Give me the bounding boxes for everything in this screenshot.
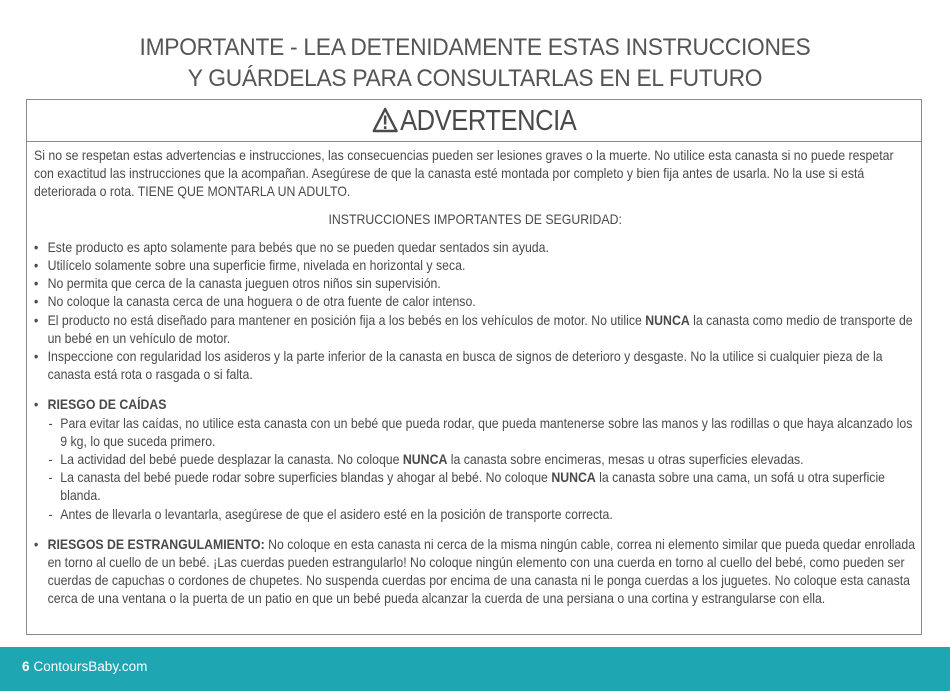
bullet-item: • Inspeccione con regularidad los asideros y la parte inferior de la canasta en busca de signos de deterioro y desgaste. No la utilice si cualquier pieza de la canasta está rota o rasgada o si falta.	[34, 348, 916, 384]
footer-site: ContoursBaby.com	[33, 659, 148, 674]
emphasis-nunca: NUNCA	[551, 470, 596, 486]
fall-risk-title: • RIESGO DE CAÍDAS	[34, 396, 916, 414]
footer-bar	[0, 647, 950, 691]
bullet-item: • No permita que cerca de la canasta jueguen otros niños sin supervisión.	[34, 275, 916, 293]
warning-triangle-icon	[372, 103, 398, 145]
dash-text: La canasta del bebé puede rodar sobre superficies blandas y ahogar al bebé. No coloque	[60, 470, 552, 486]
emphasis-nunca: NUNCA	[402, 452, 448, 468]
dash-item: - Antes de llevarla o levantarla, asegúrese de que el asidero esté en la posición de transporte correcta.	[34, 506, 916, 524]
dash-text: la canasta sobre encimeras, mesas u otras superficies elevadas.	[447, 452, 804, 468]
dash-item	[34, 469, 916, 505]
strangulation-title: RIESGOS DE ESTRANGULAMIENTO:	[47, 536, 265, 552]
warning-intro: Si no se respetan estas advertencias e instrucciones, las consecuencias pueden ser lesiones graves o la muerte. No utilice esta canasta si no puede respetar con exactitud las instrucciones que la acompañan. Asegúrese de que la canasta esté montada por completo y bien fija antes de usarla. No la use si está deteriorada o rota. TIENE QUE MONTARLA UN ADULTO.	[34, 148, 894, 200]
strangulation-text: No coloque en esta canasta ni cerca de la misma ningún cable, correa ni elemento similar que pueda quedar enrollada en torno al cuello de un bebé. ¡Las cuerdas pueden estrangularlo! No coloque ningún elemento con una cuerda en torno al cuello del bebé, como pueden ser cuerdas de capuchas o cordones de chupetes. No suspenda cuerdas por encima de una canasta ni le ponga cuerdas a los juguetes. No coloque esta canasta cerca de una ventana o la puerta de un patio en que un bebé pueda alcanzar la cuerda de una persiana o una cortina y estrangularse con ella.	[47, 536, 916, 607]
dash-item	[34, 451, 916, 469]
warning-content	[34, 147, 919, 609]
bullet-item: • Este producto es apto solamente para bebés que no se pueden quedar sentados sin ayuda.	[34, 239, 916, 257]
warning-heading: ADVERTENCIA	[399, 105, 577, 137]
dash-text: la canasta sobre una cama, un sofá u otra superficie blanda.	[60, 470, 886, 504]
warning-header	[27, 100, 921, 142]
fall-risk-section	[34, 396, 916, 523]
strangulation-section	[34, 536, 916, 609]
safety-subheading: INSTRUCCIONES IMPORTANTES DE SEGURIDAD:	[328, 211, 622, 227]
bullet-item	[34, 312, 916, 348]
page-number: 6	[22, 659, 30, 674]
title-line-1: IMPORTANTE - LEA DETENIDAMENTE ESTAS INSTRUCCIONES	[139, 34, 811, 61]
emphasis-nunca: NUNCA	[645, 312, 690, 328]
page-title	[33, 32, 917, 94]
title-line-2: Y GUÁRDELAS PARA CONSULTARLAS EN EL FUTURO	[187, 65, 763, 92]
dash-text: La actividad del bebé puede desplazar la canasta. No coloque	[60, 452, 403, 468]
dash-item: - Para evitar las caídas, no utilice esta canasta con un bebé que pueda rodar, que pueda mantenerse sobre las manos y las rodillas o que haya alcanzado los 9 kg, lo que suceda primero.	[34, 415, 916, 451]
bullet-text: la canasta como medio de transporte de un bebé en un vehículo de motor.	[47, 312, 913, 346]
bullet-item: • Utilícelo solamente sobre una superficie firme, nivelada en horizontal y seca.	[34, 257, 916, 275]
warning-box	[26, 99, 922, 635]
safety-bullet-list	[34, 239, 916, 385]
bullet-item: • No coloque la canasta cerca de una hoguera o de otra fuente de calor intenso.	[34, 293, 916, 311]
bullet-text: El producto no está diseñado para mantener en posición fija a los bebés en los vehículos de motor. No utilice	[47, 312, 646, 328]
fall-risk-list	[34, 415, 916, 524]
footer-text	[22, 658, 147, 676]
